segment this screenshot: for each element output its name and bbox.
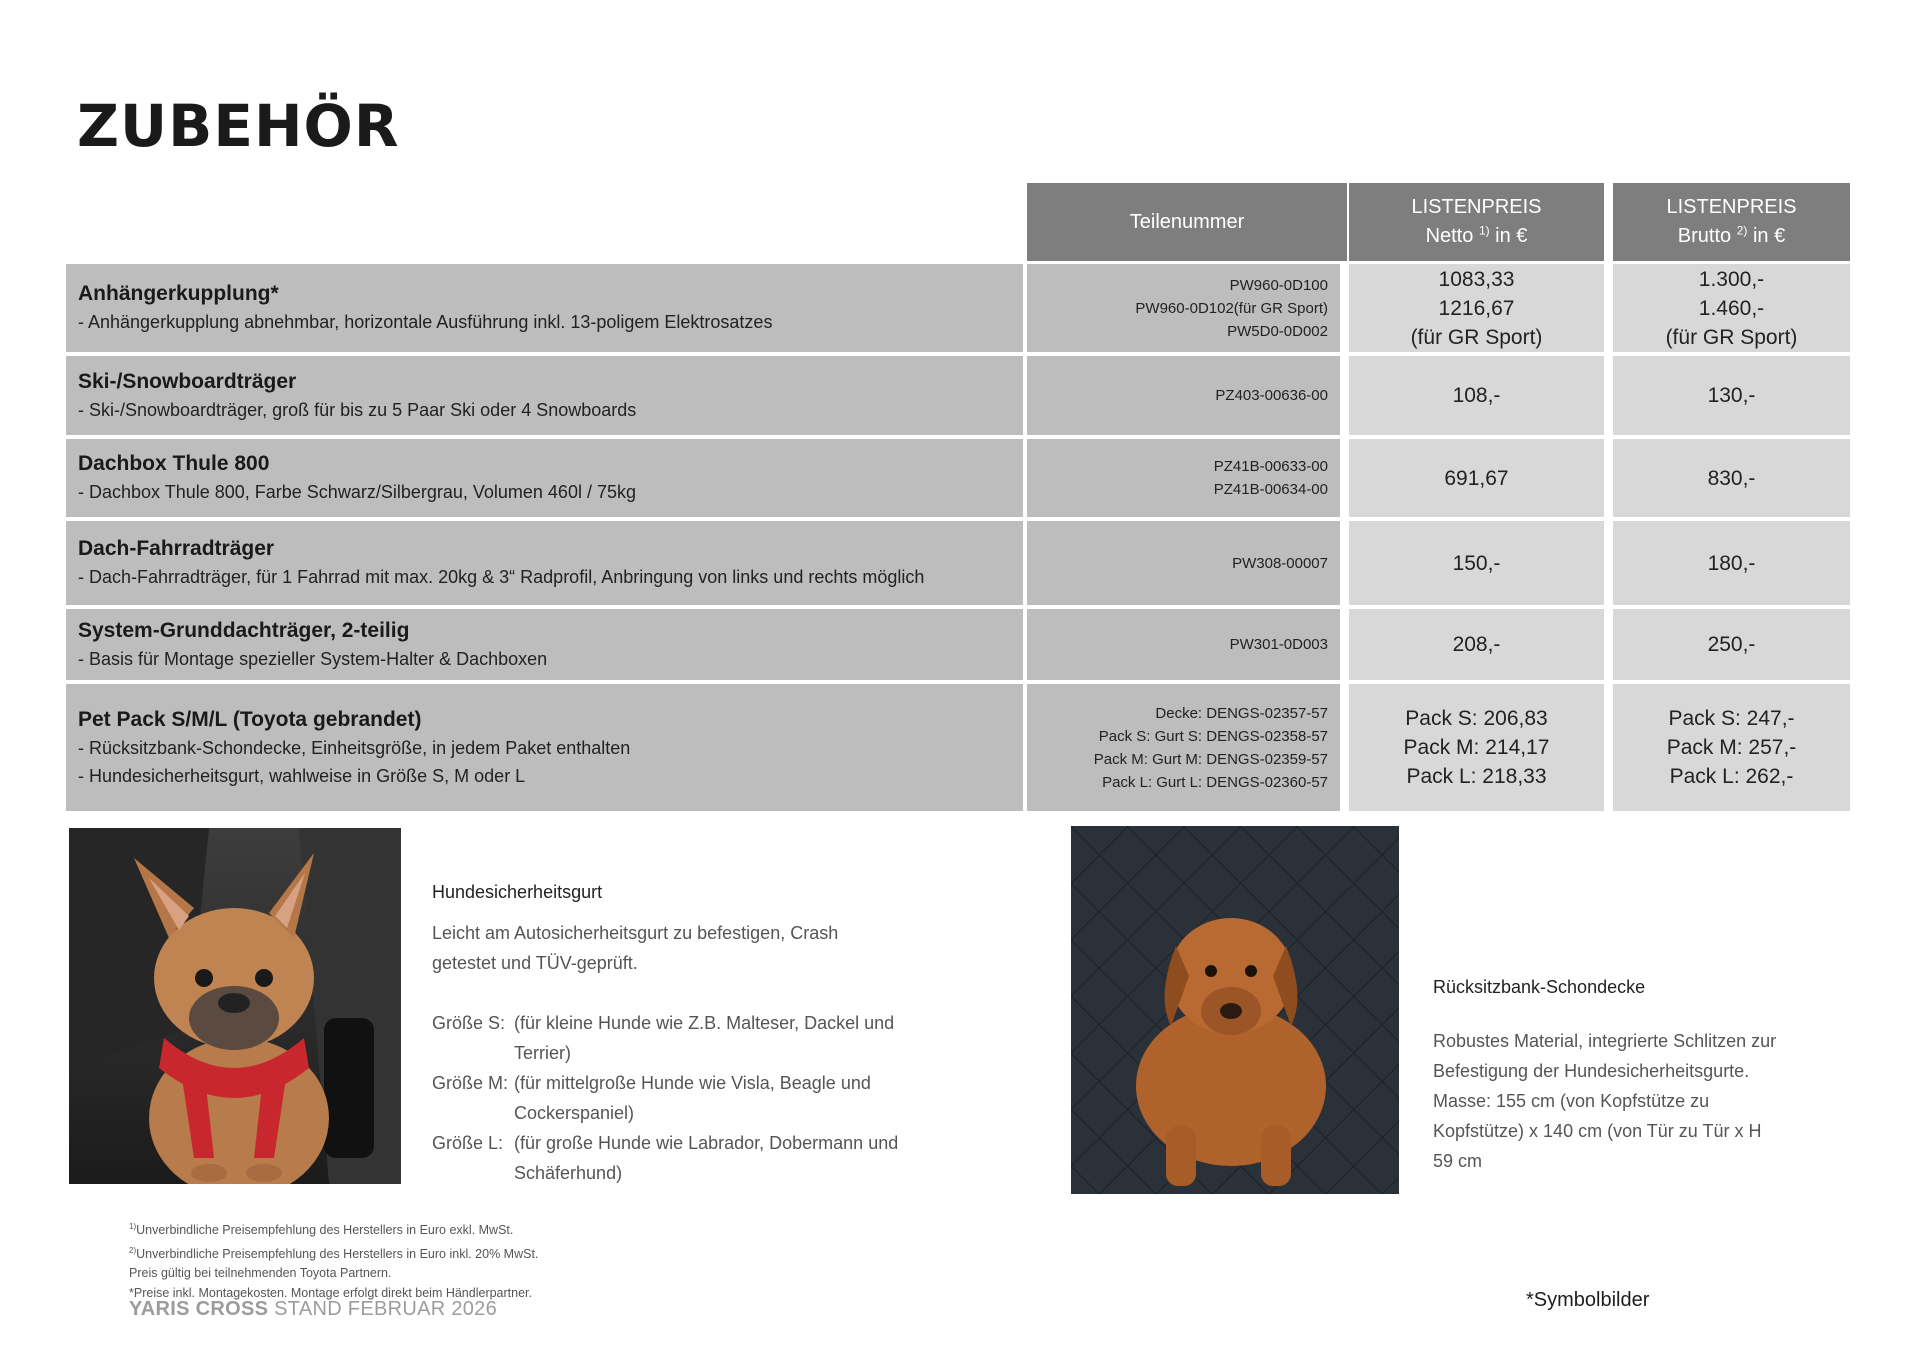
netto-price-cell-line: (für GR Sport) [1410, 325, 1543, 349]
item-detail: - Anhängerkupplung abnehmbar, horizontale Ausführung inkl. 13-poligem Elektrosatzes [78, 312, 773, 332]
harness-photo [69, 828, 401, 1184]
size-label: Größe S: [432, 1013, 506, 1033]
netto-price-cell [1349, 439, 1604, 517]
size-label: Größe L: [432, 1133, 504, 1153]
item-description-cell [66, 684, 1023, 811]
brutto-price-cell [1613, 684, 1850, 811]
brutto-price-cell [1613, 264, 1850, 352]
cover-description: Robustes Material, integrierte Schlitzen zur Befestigung der Hundesicherheitsgurte. Masse: 155 cm (von Kopfstütze zu Kopfstütze) x 140 cm (von Tür zu Tür x H 59 cm [1433, 1031, 1777, 1171]
item-detail: - Dach-Fahrradträger, für 1 Fahrrad mit max. 20kg & 3“ Radprofil, Anbringung von links und rechts möglich [78, 567, 925, 587]
brutto-price-cell-line: Pack S: 247,- [1668, 707, 1795, 730]
item-name: System-Grunddachträger, 2-teilig [78, 618, 410, 642]
item-description-cell [66, 264, 1023, 352]
cover-title: Rücksitzbank-Schondecke [1433, 977, 1646, 997]
part-number-cell [1027, 609, 1340, 680]
part-number-cell-line: PW960-0D100 [1229, 276, 1328, 294]
part-number-cell-line: PZ403-00636-00 [1215, 387, 1328, 404]
brutto-price-cell-line: 180,- [1707, 551, 1756, 575]
table-row [66, 356, 1850, 435]
part-number-cell [1027, 684, 1340, 811]
netto-price-cell [1349, 609, 1604, 680]
item-detail: - Ski-/Snowboardträger, groß für bis zu 5 Paar Ski oder 4 Snowboards [78, 399, 637, 420]
size-option [432, 1128, 902, 1188]
item-description-cell [66, 356, 1023, 435]
part-number-cell-line: PW308-00007 [1232, 554, 1328, 572]
item-description-cell [66, 439, 1023, 517]
part-number-cell [1027, 439, 1340, 517]
part-number-cell-line: PZ41B-00633-00 [1213, 458, 1328, 475]
table-row [66, 609, 1850, 680]
brutto-price-cell [1613, 609, 1850, 680]
part-number-cell-line: PW5D0-0D002 [1227, 322, 1328, 340]
netto-price-cell [1349, 521, 1604, 605]
netto-price-cell-line: Pack S: 206,83 [1405, 707, 1548, 730]
part-number-cell-line: PW301-0D003 [1229, 636, 1328, 653]
netto-price-cell-line: 1216,67 [1438, 296, 1515, 320]
brutto-price-cell-line: 250,- [1707, 633, 1756, 656]
table-row [66, 439, 1850, 517]
item-name: Dach-Fahrradträger [78, 537, 275, 560]
part-number-cell-line: Pack L: Gurt L: DENGS-02360-57 [1102, 773, 1328, 791]
part-number-cell [1027, 356, 1340, 435]
bulldog-image [69, 828, 401, 1184]
footer-model-date: YARIS CROSS STAND FEBRUAR 2026 [129, 1298, 498, 1320]
part-number-cell-line: PW960-0D102(für GR Sport) [1135, 299, 1328, 317]
brutto-price-cell-line: 130,- [1707, 384, 1756, 407]
netto-price-cell-line: 691,67 [1444, 466, 1509, 490]
brutto-price-cell [1613, 521, 1850, 605]
cover-photo [1071, 826, 1399, 1194]
brutto-price-cell-line: (für GR Sport) [1665, 325, 1798, 349]
table-row [66, 521, 1850, 605]
item-name: Ski-/Snowboardträger [78, 369, 297, 393]
part-number-cell-line: Decke: DENGS-02357-57 [1155, 704, 1328, 722]
item-detail: - Basis für Montage spezieller System-Halter & Dachboxen [78, 648, 548, 669]
netto-price-cell [1349, 684, 1604, 811]
size-label: Größe M: [432, 1073, 509, 1093]
size-text: (für kleine Hunde wie Z.B. Malteser, Dackel und Terrier) [514, 1013, 895, 1063]
part-number-cell [1027, 264, 1340, 352]
netto-price-cell-line: 150,- [1452, 551, 1501, 575]
part-number-cell-line: Pack S: Gurt S: DENGS-02358-57 [1098, 727, 1328, 745]
brutto-price-cell [1613, 439, 1850, 517]
brutto-price-cell-line: Pack L: 262,- [1669, 765, 1794, 788]
netto-price-cell [1349, 264, 1604, 352]
netto-price-cell-line: 1083,33 [1438, 267, 1515, 291]
item-name: Pet Pack S/M/L (Toyota gebrandet) [78, 707, 422, 731]
brutto-price-cell-line: 830,- [1707, 466, 1756, 490]
item-detail: - Dachbox Thule 800, Farbe Schwarz/Silbergrau, Volumen 460l / 75kg [78, 482, 636, 502]
netto-price-cell-line: 208,- [1452, 633, 1501, 656]
size-text: (für mittelgroße Hunde wie Visla, Beagle und Cockerspaniel) [514, 1073, 871, 1123]
brutto-price-cell [1613, 356, 1850, 435]
table-row [66, 264, 1850, 352]
item-name: Dachbox Thule 800 [78, 452, 270, 475]
dog-on-cover-image [1071, 826, 1399, 1194]
harness-sizes [432, 1008, 902, 1188]
footnotes: $^{1)}$Unverbindliche Preisempfehlung des Herstellers in Euro exkl. MwSt. $^{2)}$Unverbindliche Preisempfehlung des Herstellers in Euro inkl. 20% MwSt. Preis gültig bei teilnehmenden Toyota Partnern. *Preise inkl. Montagekosten. Montage erfolgt direkt beim Händlerpartner. [129, 1222, 539, 1300]
table-row [66, 684, 1850, 811]
harness-description: Leicht am Autosicherheitsgurt zu befestigen, Crash getestet und TÜV-geprüft. Größe S: (für kleine Hunde wie Z.B. Malteser, Dackel und Terrier) Größe M: (für mittelgroße Hunde wie Visla, Beagle und Cockerspaniel) Größe L: (für große Hunde wie Labrador, Dobermann und Schäferhund) [432, 918, 902, 1188]
size-text: (für große Hunde wie Labrador, Dobermann und Schäferhund) [514, 1133, 899, 1183]
netto-price-cell-line: Pack L: 218,33 [1406, 765, 1547, 788]
symbol-images-note: *Symbolbilder [1526, 1289, 1650, 1311]
page-title: ZUBEHÖR [77, 92, 400, 160]
part-number-cell [1027, 521, 1340, 605]
harness-title: Hundesicherheitsgurt [432, 882, 603, 902]
item-description-cell [66, 521, 1023, 605]
header-netto: LISTENPREIS Netto $^{1)}$ in € [1349, 183, 1604, 261]
brutto-price-cell-line: Pack M: 257,- [1666, 736, 1797, 759]
brutto-price-cell-line: 1.460,- [1698, 296, 1765, 320]
item-description-cell [66, 609, 1023, 680]
item-name: Anhängerkupplung* [78, 282, 279, 305]
size-option [432, 1068, 902, 1128]
size-option [432, 1008, 902, 1068]
part-number-cell-line: PZ41B-00634-00 [1213, 481, 1328, 498]
header-brutto: LISTENPREIS Brutto $^{2)}$ in € [1613, 183, 1850, 261]
netto-price-cell [1349, 356, 1604, 435]
item-detail: - Rücksitzbank-Schondecke, Einheitsgröße, in jedem Paket enthalten [78, 737, 631, 758]
item-detail: - Hundesicherheitsgurt, wahlweise in Größe S, M oder L [78, 765, 526, 786]
header-part-number: Teilenummer [1027, 183, 1347, 261]
netto-price-cell-line: 108,- [1452, 384, 1501, 407]
brutto-price-cell-line: 1.300,- [1698, 267, 1765, 291]
netto-price-cell-line: Pack M: 214,17 [1403, 736, 1550, 759]
part-number-cell-line: Pack M: Gurt M: DENGS-02359-57 [1093, 750, 1328, 768]
